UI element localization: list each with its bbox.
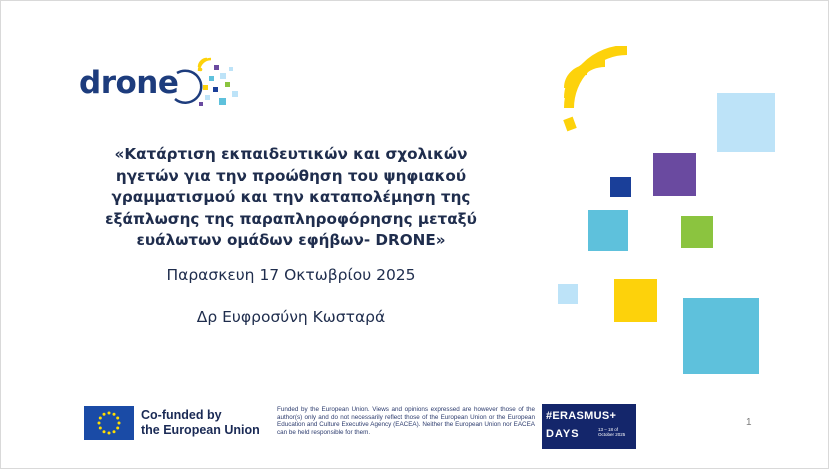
- decor-square-light-blue: [717, 93, 775, 152]
- erasmus-line-1: #ERASMUS+: [546, 410, 617, 422]
- wifi-icon: [199, 59, 211, 71]
- presentation-date: Παρασκευη 17 Οκτωβρίου 2025: [166, 266, 416, 284]
- eu-cofunded-text: [141, 408, 260, 438]
- page-number: 1: [746, 417, 752, 428]
- decor-square-large-teal: [683, 298, 759, 374]
- decor-square-teal: [588, 210, 628, 251]
- eu-stars-icon: [84, 406, 134, 440]
- logo-graphic: [79, 51, 249, 121]
- logo-text: drone: [79, 65, 179, 101]
- presentation-title: «Κατάρτιση εκπαιδευτικών και σχολικών ηγετών για την προώθηση του ψηφιακού γραμματισμού και την καταπολέμηση της εξάπλωσης της παραπληροφόρησης μεταξύ ευάλωτων ομάδων εφήβων- DRONE»: [105, 145, 477, 249]
- decor-square-dark-blue: [610, 177, 631, 197]
- decor-square-yellow: [614, 279, 657, 322]
- drone-logo: [79, 51, 249, 121]
- decor-square-green: [681, 216, 713, 248]
- funding-disclaimer: Funded by the European Union. Views and opinions expressed are however those of the author(s) only and do not necessarily reflect those of the European Union or the European Education and Culture Executive Agency (EACEA). Neither the European Union nor EACEA can be held responsible for them.: [277, 406, 535, 436]
- erasmus-days-logo: [542, 404, 636, 449]
- decor-square-small-light-blue: [558, 284, 578, 304]
- eu-line-1: Co-funded by: [141, 408, 222, 422]
- erasmus-line-2: DAYS: [546, 428, 580, 440]
- decor-square-purple: [653, 153, 696, 196]
- eu-line-2: the European Union: [141, 423, 260, 437]
- presentation-author: Δρ Ευφροσύνη Κωσταρά: [196, 308, 386, 326]
- wifi-icon: [561, 46, 671, 146]
- erasmus-dates: 13 – 18 of October 2025: [598, 427, 626, 437]
- eu-flag-logo: [84, 406, 134, 440]
